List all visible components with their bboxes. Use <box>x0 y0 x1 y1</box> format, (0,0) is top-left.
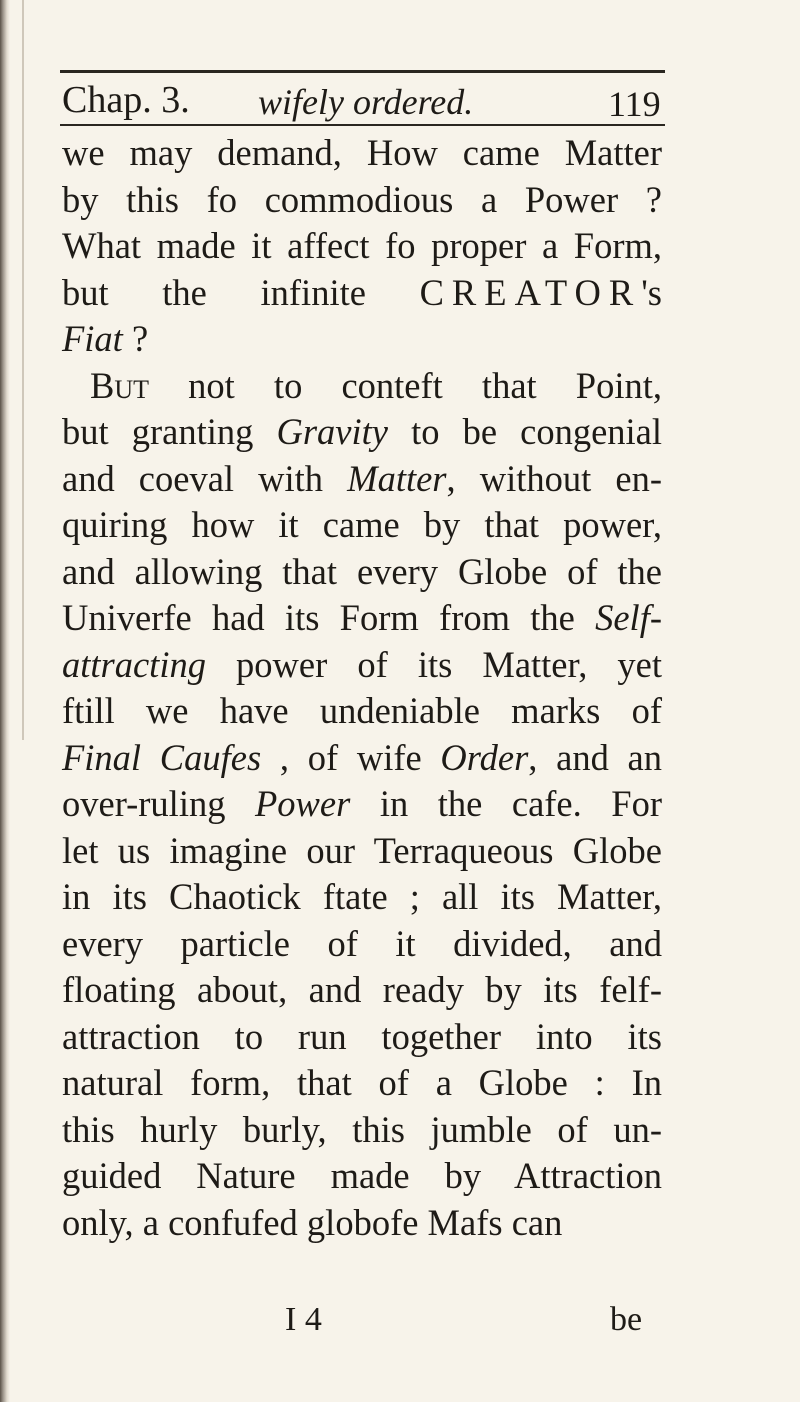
text-segment: guided Nature made by Attraction <box>62 1155 662 1196</box>
text-segment: ftill we have undeniable marks of <box>62 690 662 731</box>
text-line <box>62 363 662 410</box>
text-line <box>62 688 662 735</box>
text-segment: But <box>90 364 150 406</box>
text-segment: attraction to run together into its <box>62 1015 662 1057</box>
text-segment: , of wife <box>261 736 441 778</box>
text-segment: but granting <box>62 411 277 452</box>
page-fold-line <box>22 0 24 740</box>
text-segment: every particle of it divided, and <box>62 922 662 964</box>
header-rule-bottom <box>60 124 665 126</box>
text-line <box>62 967 662 1014</box>
text-line <box>62 642 662 689</box>
text-line <box>62 874 662 921</box>
text-segment: Gravity <box>276 411 388 452</box>
catchword: be <box>610 1301 643 1338</box>
text-segment: but the infinite <box>62 271 420 313</box>
text-segment: in its Chaotick ftate ; all its Matter, <box>62 876 662 917</box>
text-line <box>62 1200 662 1247</box>
text-line <box>62 549 662 596</box>
text-segment: in the cafe. For <box>350 783 662 824</box>
text-segment: and allowing that every Globe of the <box>62 550 662 592</box>
text-line <box>62 223 662 270</box>
text-segment: quiring how it came by that power, <box>62 504 662 545</box>
text-line <box>62 1060 662 1107</box>
text-segment: to be congenial <box>387 411 662 452</box>
page-gutter-shadow <box>0 0 10 1402</box>
text-line <box>62 828 662 875</box>
text-line <box>62 270 662 317</box>
text-segment: Fiat <box>62 318 123 359</box>
text-segment: not to conteft that Point, <box>149 364 662 406</box>
text-line <box>62 456 662 503</box>
text-segment: over-ruling <box>62 783 255 824</box>
running-title: wifely ordered. <box>258 82 474 122</box>
text-segment: CREATOR <box>419 271 642 313</box>
text-line <box>62 409 662 456</box>
text-line <box>62 502 662 549</box>
text-segment: , without en- <box>446 457 662 499</box>
text-segment: power of its Matter, yet <box>205 643 662 685</box>
text-line <box>62 921 662 968</box>
text-segment: let us imagine our Terraqueous Globe <box>62 829 662 871</box>
text-segment: Power <box>255 783 351 824</box>
text-line <box>62 1107 662 1154</box>
text-line <box>62 735 662 782</box>
text-segment: Matter <box>347 457 447 499</box>
header-rule-top <box>60 70 665 73</box>
text-segment: attracting <box>62 643 206 685</box>
body-text <box>62 130 662 1246</box>
text-segment: What made it affect fo proper a Form, <box>62 225 662 266</box>
text-segment: ? <box>122 318 149 359</box>
text-line <box>62 781 662 828</box>
text-segment: floating about, and ready by its felf- <box>62 969 662 1010</box>
chapter-label: Chap. 3. <box>62 79 190 121</box>
text-line <box>62 316 662 363</box>
text-segment: this hurly burly, this jumble of un- <box>62 1108 662 1150</box>
signature-mark: I 4 <box>285 1301 322 1338</box>
text-line <box>62 1014 662 1061</box>
text-segment: 's <box>641 271 662 313</box>
text-segment: Self- <box>595 597 662 638</box>
page-number: 119 <box>608 84 661 124</box>
text-segment: natural form, that of a Globe : In <box>62 1062 662 1103</box>
text-line <box>62 177 662 224</box>
text-line <box>62 1153 662 1200</box>
text-segment: Order <box>440 736 529 778</box>
text-line <box>62 595 662 642</box>
text-segment: , and an <box>528 736 662 778</box>
text-line <box>62 130 662 177</box>
text-segment: Final Caufes <box>62 736 262 778</box>
text-segment: by this fo commodious a Power ? <box>62 178 662 220</box>
text-segment: only, a confufed globofe Mafs can <box>62 1201 563 1243</box>
text-segment: Univerfe had its Form from the <box>62 597 596 638</box>
text-segment: we may demand, How came Matter <box>62 132 662 173</box>
text-segment: and coeval with <box>62 457 348 499</box>
